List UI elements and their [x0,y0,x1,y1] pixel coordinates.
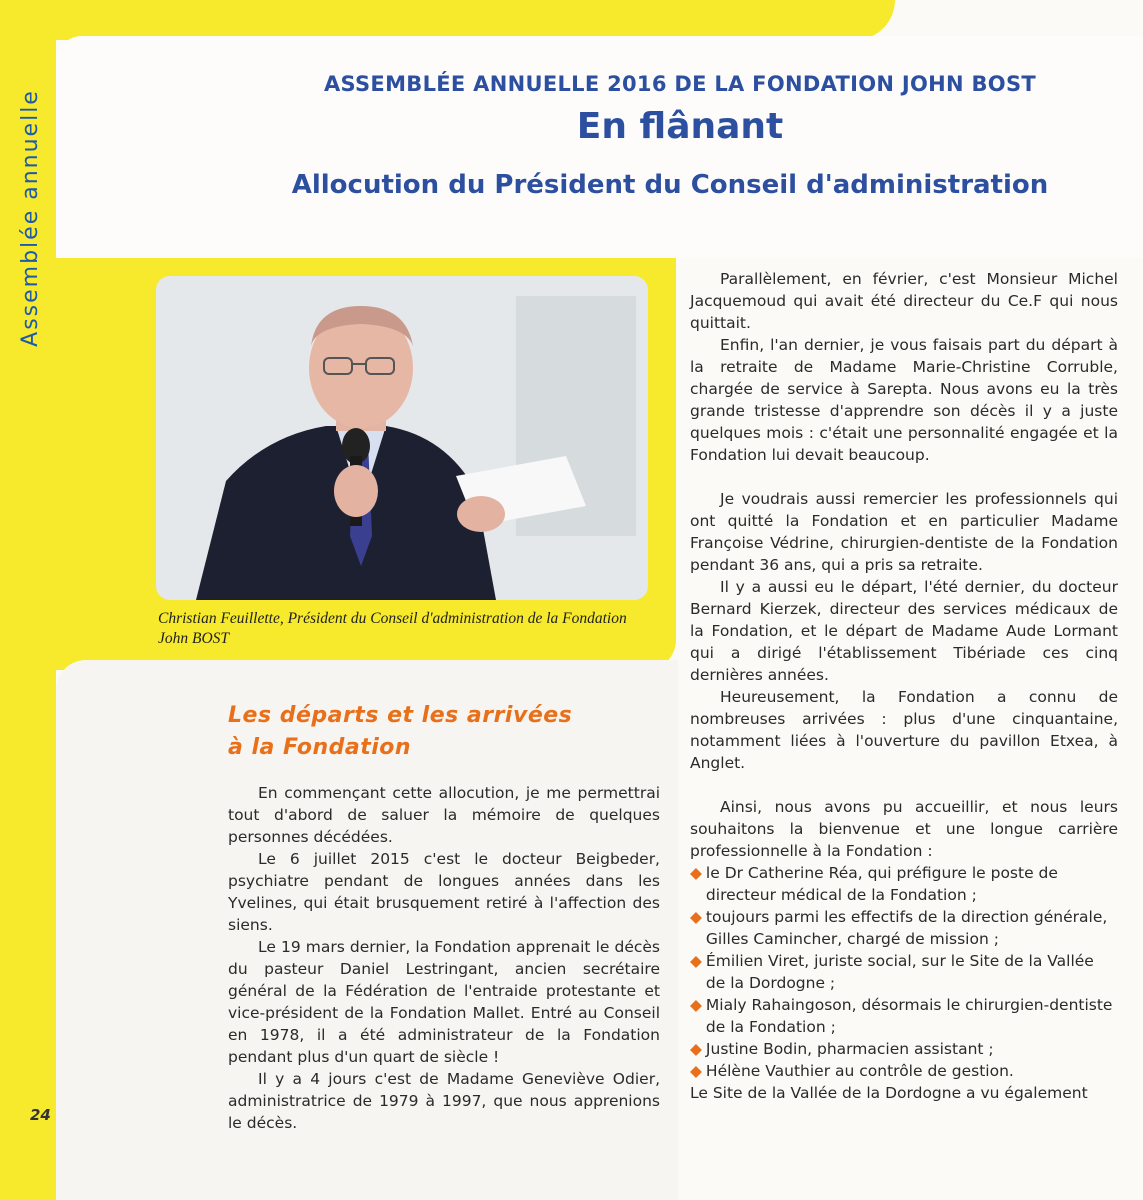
paragraph: Heureusement, la Fondation a connu de nombreuses arrivées : plus d'une cinquantaine, notamment liées à l'ouverture du pavillon Etxea, à Anglet. [690,688,1118,772]
paragraph: Je voudrais aussi remercier les professionnels qui ont quitté la Fondation et en particulier Madame Françoise Védrine, chirurgien-dentiste de la Fondation pendant 36 ans, qui a pris sa retraite. [690,490,1118,574]
header-panel [56,36,1143,258]
list-item [690,1060,1118,1082]
paragraph: Il y a 4 jours c'est de Madame Geneviève Odier, administratrice de 1979 à 1997, que nous apprenions le décès. [228,1070,660,1132]
paragraph: Il y a aussi eu le départ, l'été dernier, du docteur Bernard Kierzek, directeur des services médicaux de la Fondation, et le départ de Madame Aude Lormant qui a dirigé l'établissement Tibériade ces cinq dernières années. [690,578,1118,684]
right-text-column [690,268,1118,1104]
list-item [690,994,1118,1038]
list-item [690,950,1118,994]
list-item-text: le Dr Catherine Réa, qui préfigure le poste de directeur médical de la Fondation ; [705,864,1058,904]
list-item-text: Justine Bodin, pharmacien assistant ; [705,1040,994,1058]
paragraph: Le 6 juillet 2015 c'est le docteur Beigbeder, psychiatre pendant de longues années dans les Yvelines, qui était brusquement retiré à l'affection des siens. [228,850,660,934]
yellow-top-band [0,0,895,40]
diamond-bullet-icon: ◆ [690,908,702,926]
page-title: En flânant [576,106,784,147]
list-item [690,862,1118,906]
section-heading [228,700,648,764]
list-item [690,906,1118,950]
section-heading-line-2: à la Fondation [228,735,412,760]
diamond-bullet-icon: ◆ [690,1062,702,1080]
diamond-bullet-icon: ◆ [690,864,702,882]
paragraph: Le Site de la Vallée de la Dordogne a vu également [690,1084,1088,1102]
list-item-text: Mialy Rahaingoson, désormais le chirurgien-dentiste de la Fondation ; [705,996,1113,1036]
section-heading-line-1: Les départs et les arrivées [228,703,573,728]
diamond-bullet-icon: ◆ [690,996,702,1014]
page-number: 24 [30,1106,51,1124]
section-vertical-label: Assemblée annuelle [18,89,43,347]
paragraph: Le 19 mars dernier, la Fondation apprenait le décès du pasteur Daniel Lestringant, ancien secrétaire général de la Fédération de l'entraide protestante et vice-président de la Fondation Mallet. Entré au Conseil en 1978, il a été administrateur de la Fondation pendant plus d'un quart de siècle ! [228,938,660,1066]
list-item-text: Hélène Vauthier au contrôle de gestion. [705,1062,1014,1080]
paragraph: Enfin, l'an dernier, je vous faisais part du départ à la retraite de Madame Marie-Christine Corruble, chargée de service à Sarepta. Nous avons eu la très grande tristesse d'apprendre son décès il y a juste quelques mois : c'était une personnalité engagée et la Fondation lui devait beaucoup. [690,336,1118,464]
paragraph: Parallèlement, en février, c'est Monsieur Michel Jacquemoud qui avait été directeur du Ce.F qui nous quittait. [690,270,1118,332]
left-text-column [228,782,660,1134]
paragraph: En commençant cette allocution, je me permettrai tout d'abord de saluer la mémoire de quelques personnes décédées. [228,784,660,846]
list-item-text: toujours parmi les effectifs de la direction générale, Gilles Camincher, chargé de mission ; [705,908,1108,948]
paragraph: Ainsi, nous avons pu accueillir, et nous leurs souhaitons la bienvenue et une longue carrière professionnelle à la Fondation : [690,798,1118,860]
speaker-illustration [156,276,648,600]
speaker-photo [156,276,648,600]
diamond-bullet-icon: ◆ [690,1040,702,1058]
list-item-text: Émilien Viret, juriste social, sur le Site de la Vallée de la Dordogne ; [705,952,1094,992]
photo-caption: Christian Feuillette, Président du Conseil d'administration de la Fondation John BOST [158,610,627,647]
list-item [690,1038,1118,1060]
header-kicker: ASSEMBLÉE ANNUELLE 2016 DE LA FONDATION JOHN BOST [323,72,1037,96]
diamond-bullet-icon: ◆ [690,952,702,970]
page-subtitle: Allocution du Président du Conseil d'administration [291,170,1049,200]
